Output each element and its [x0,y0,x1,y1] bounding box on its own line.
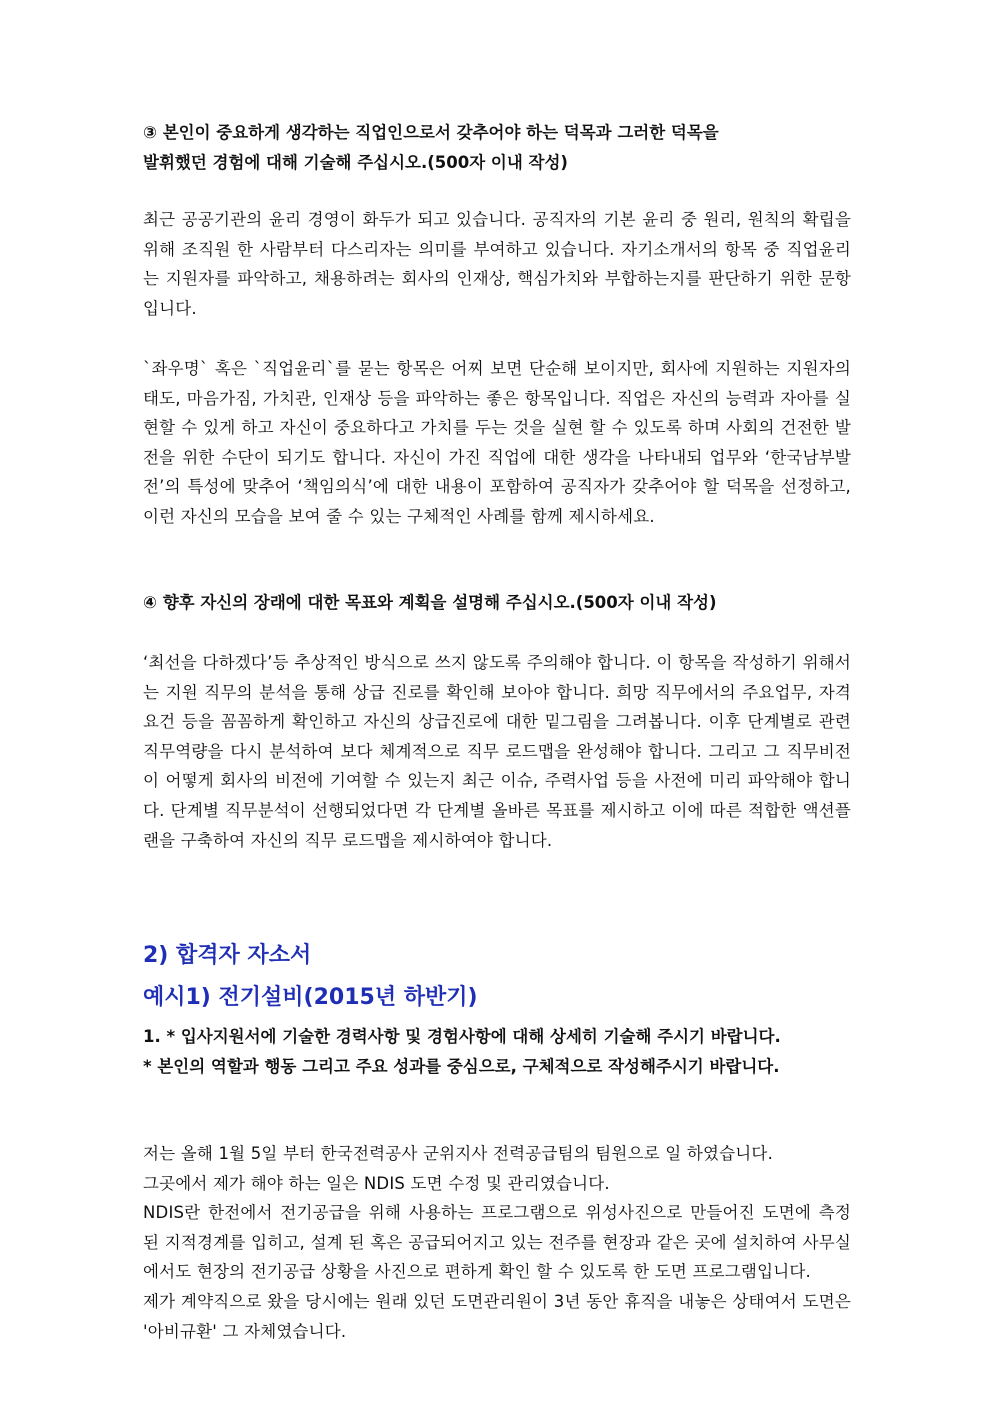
answer-1-paragraph-4: 제가 계약직으로 왔을 당시에는 원래 있던 도면관리원이 3년 동안 휴직을 내놓은 상태여서 도면은 '아비규환' 그 자체였습니다. [143,1291,851,1341]
paragraph-ethics-intro: 최근 공공기관의 윤리 경영이 화두가 되고 있습니다. 공직자의 기본 윤리 중 원리, 원칙의 확립을 위해 조직원 한 사람부터 다스리자는 의미를 부여하고 있습니다. 자기소개서의 항목 중 직업윤리는 지원자를 파악하고, 채용하려는 회사의 인재상, 핵심가치와 부합하는지를 판단하기 위한 문항입니다. [143,210,851,318]
question-3-line-2: 발휘했던 경험에 대해 기술해 주십시오.(500자 이내 작성) [143,152,568,172]
answer-1-paragraph-1: 저는 올해 1월 5일 부터 한국전력공사 군위지사 전력공급팀의 팀원으로 일 하였습니다. [143,1144,774,1163]
section-heading: 2) 합격자 자소서 [143,943,312,968]
question-3 [143,118,851,177]
answer-1-paragraph-2: 그곳에서 제가 해야 하는 일은 NDIS 도면 수정 및 관리였습니다. [143,1173,610,1193]
question-1 [143,1022,851,1081]
question-1-sub: * 본인의 역할과 행동 그리고 주요 성과를 중심으로, 구체적으로 작성해주시기 바랍니다. [143,1056,780,1076]
example-heading: 예시1) 전기설비(2015년 하반기) [143,985,478,1010]
question-1-main: 1. * 입사지원서에 기술한 경력사항 및 경험사항에 대해 상세히 기술해 주시기 바랍니다. [143,1027,781,1046]
question-3-line-1: ③ 본인이 중요하게 생각하는 직업인으로서 갖추어야 하는 덕목과 그러한 덕목을 [143,123,719,142]
answer-1-paragraph-3: NDIS란 한전에서 전기공급을 위해 사용하는 프로그램으로 위성사진으로 만들어진 도면에 측정 된 지적경계를 입히고, 설계 된 혹은 공급되어지고 있는 전주를 현장과 같은 곳에 설치하여 사무실에서도 현장의 전기공급 상황을 사진으로 편하게 확인 할 수 있도록 한 도면 프로그램입니다. [143,1203,851,1282]
paragraph-future-plan: ‘최선을 다하겠다’등 추상적인 방식으로 쓰지 않도록 주의해야 합니다. 이 항목을 작성하기 위해서는 지원 직무의 분석을 통해 상급 진로를 확인해 보아야 합니다. 희망 직무에서의 주요업무, 자격요건 등을 꼼꼼하게 확인하고 자신의 상급진로에 대한 밑그림을 그려봅니다. 이후 단계별로 관련 직무역량을 다시 분석하여 보다 체계적으로 직무 로드맵을 완성해야 합니다. 그리고 그 직무비전이 어떻게 회사의 비전에 기여할 수 있는지 최근 이슈, 주력사업 등을 사전에 미리 파악해야 합니다. 단계별 직무분석이 선행되었다면 각 단계별 올바른 목표를 제시하고 이에 따른 적합한 액션플랜을 구축하여 자신의 직무 로드맵을 제시하여야 합니다. [143,653,851,850]
paragraph-ethics-guide: `좌우명` 혹은 `직업윤리`를 묻는 항목은 어찌 보면 단순해 보이지만, 회사에 지원하는 지원자의 태도, 마음가짐, 가치관, 인재상 등을 파악하는 좋은 항목입니다. 직업은 자신의 능력과 자아를 실현할 수 있게 하고 자신이 중요하다고 가치를 두는 것을 실현 할 수 있도록 하며 사회의 건전한 발전을 위한 수단이 되기도 합니다. 자신이 가진 직업에 대한 생각을 나타내되 업무와 ‘한국남부발전’의 특성에 맞추어 ‘책임의식’에 대한 내용이 포함하여 공직자가 갖추어야 할 덕목을 선정하고, 이런 자신의 모습을 보여 줄 수 있는 구체적인 사례를 함께 제시하세요. [143,359,851,526]
answer-1 [143,1139,851,1346]
question-4: ④ 향후 자신의 장래에 대한 목표와 계획을 설명해 주십시오.(500자 이내 작성) [143,593,717,612]
